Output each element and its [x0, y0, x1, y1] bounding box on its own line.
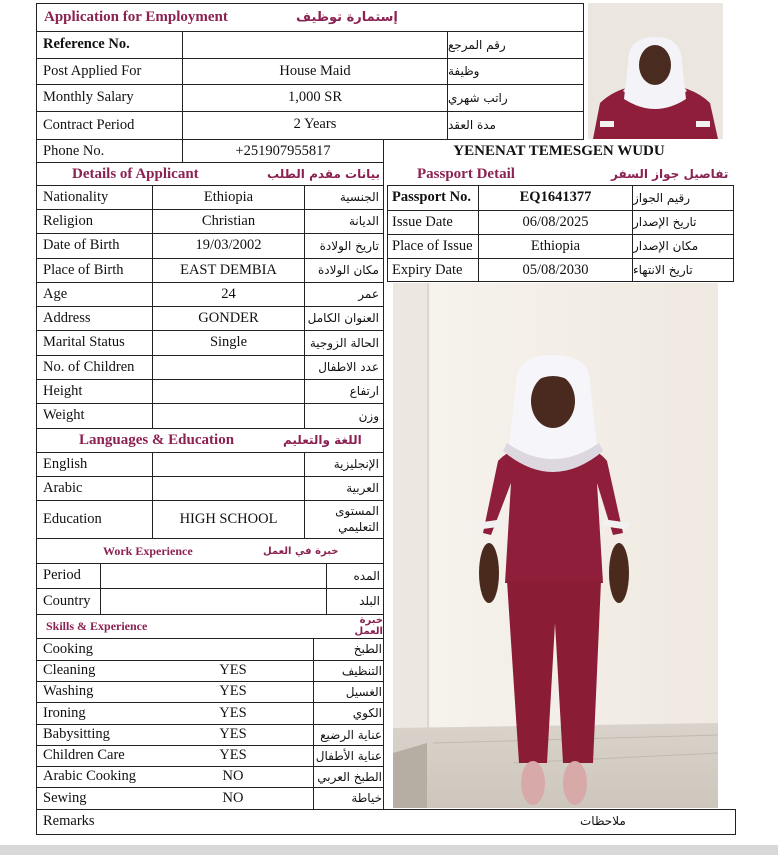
col-divider — [152, 379, 153, 403]
bottom-scroll-bar — [0, 845, 778, 855]
col-divider — [152, 452, 153, 476]
passport-value: 06/08/2025 — [522, 213, 589, 230]
work-value — [101, 563, 326, 588]
applicant-value: Christian — [201, 212, 256, 229]
col-divider — [304, 476, 305, 500]
skill-value: YES — [219, 747, 247, 763]
applicant-heading — [37, 163, 383, 185]
applicant-value: EAST DEMBIA — [180, 261, 277, 278]
applicant-label: Age — [43, 285, 68, 302]
work-heading-en: Work Experience — [103, 543, 193, 558]
col-divider — [100, 563, 101, 588]
skill-label-ar: الغسيل — [345, 684, 382, 699]
col-divider — [304, 452, 305, 476]
skill-label-ar: خياطة — [351, 791, 382, 805]
work-heading — [37, 539, 383, 563]
col-divider — [313, 681, 314, 702]
contract-value: 2 Years — [293, 116, 337, 132]
candidate-name: YENENAT TEMESGEN WUDU — [453, 142, 665, 159]
skills-heading — [37, 614, 383, 638]
applicant-label-ar: الجنسية — [339, 190, 379, 204]
skills-heading-en: Skills & Experience — [46, 618, 148, 633]
passport-label: Passport No. — [392, 189, 471, 205]
remarks-label: Remarks — [43, 812, 95, 829]
skill-label-ar: عناية الرضيع — [320, 727, 382, 742]
applicant-label-ar: عمر — [358, 287, 379, 301]
work-label: Country — [43, 592, 91, 609]
passport-value: 05/08/2030 — [522, 261, 589, 278]
contract-label-ar: مدة العقد — [448, 117, 496, 132]
applicant-label: Date of Birth — [43, 237, 120, 253]
applicant-label: Height — [43, 382, 83, 399]
applicant-value — [153, 379, 304, 403]
form-title-ar: إستمارة توظيف — [296, 10, 398, 25]
applicant-label: No. of Children — [43, 358, 135, 375]
skill-label: Arabic Cooking — [43, 768, 137, 784]
passport-heading-ar: تفاصيل جواز السفر — [611, 167, 729, 181]
passport-label-ar: رقيم الجواز — [633, 190, 691, 205]
skill-label: Washing — [43, 683, 94, 699]
salary-label-ar: راتب شهري — [448, 90, 508, 105]
reference-label: Reference No. — [43, 36, 130, 52]
work-value — [101, 588, 326, 614]
passport-label-ar: تاريخ الانتهاء — [633, 263, 693, 277]
col-divider — [304, 282, 305, 306]
skill-value: NO — [222, 768, 244, 784]
applicant-value — [153, 403, 304, 428]
skill-label: Cleaning — [43, 662, 96, 678]
applicant-label-ar: تاريخ الولادة — [319, 238, 379, 253]
applicant-label: Place of Birth — [43, 261, 124, 278]
applicant-label-ar: ارتفاع — [349, 384, 379, 398]
col-divider — [152, 209, 153, 233]
skill-label-ar: التنظيف — [341, 663, 382, 678]
col-divider — [152, 233, 153, 258]
skill-label: Ironing — [43, 704, 86, 721]
col-divider — [313, 638, 314, 660]
skill-value: YES — [219, 662, 247, 678]
col-divider — [326, 563, 327, 588]
applicant-label: Weight — [43, 407, 85, 423]
col-divider — [304, 355, 305, 379]
col-divider — [326, 588, 327, 614]
skill-value: YES — [219, 726, 247, 742]
skills-heading-ar: خبرة العمل — [354, 615, 383, 637]
post-label-ar: وظيفة — [448, 64, 480, 78]
col-divider — [313, 745, 314, 766]
applicant-label: Address — [43, 309, 91, 326]
passport-value: Ethiopia — [530, 237, 581, 254]
language-value — [153, 476, 304, 500]
salary-label: Monthly Salary — [43, 89, 134, 105]
skill-value — [153, 638, 313, 660]
passport-label-ar: مكان الإصدار — [633, 239, 699, 253]
reference-label-ar: رقم المرجع — [448, 37, 506, 52]
language-label-ar: الإنجليزية — [333, 457, 379, 471]
col-divider — [152, 355, 153, 379]
col-divider — [304, 258, 305, 282]
col-divider — [304, 233, 305, 258]
applicant-label-ar: مكان الولادة — [317, 263, 379, 277]
applicant-value: GONDER — [198, 309, 259, 326]
col-divider — [304, 306, 305, 330]
language-label: Arabic — [43, 479, 83, 496]
passport-value: EQ1641377 — [519, 189, 592, 205]
col-divider — [152, 306, 153, 330]
languages-heading-en: Languages & Education — [79, 431, 235, 448]
post-label: Post Applied For — [43, 62, 142, 79]
education-value: HIGH SCHOOL — [179, 510, 278, 527]
applicant-heading-en: Details of Applicant — [72, 165, 199, 182]
work-label: Period — [43, 567, 81, 583]
applicant-value: Single — [209, 334, 248, 350]
post-value: House Maid — [279, 62, 351, 79]
applicant-label: Religion — [43, 212, 93, 229]
applicant-value: 24 — [221, 285, 236, 302]
work-label-ar: البلد — [359, 594, 380, 608]
applicant-label-ar: الحالة الزوجية — [309, 335, 379, 350]
work-label-ar: المده — [353, 568, 380, 583]
skill-label: Babysitting — [43, 726, 110, 742]
education-label: Education — [43, 510, 102, 527]
passport-label: Place of Issue — [392, 237, 473, 254]
language-value — [153, 452, 304, 476]
col-divider — [313, 660, 314, 681]
col-divider — [152, 330, 153, 355]
col-divider — [152, 476, 153, 500]
col-divider — [313, 766, 314, 787]
phone-value: +251907955817 — [235, 142, 331, 159]
passport-heading-en: Passport Detail — [417, 165, 515, 182]
skill-label-ar: الكوي — [352, 706, 382, 720]
passport-heading — [387, 163, 733, 185]
education-label-ar: المستوى التعليمي — [335, 504, 379, 534]
applicant-label: Marital Status — [43, 334, 125, 350]
headshot-photo — [588, 3, 723, 139]
skill-label: Children Care — [43, 747, 125, 763]
applicant-label-ar: الديانة — [348, 214, 379, 228]
languages-heading — [37, 428, 383, 452]
skill-label: Sewing — [43, 789, 87, 806]
col-divider — [152, 185, 153, 209]
col-divider — [313, 787, 314, 809]
applicant-label: Nationality — [43, 188, 109, 205]
full-body-photo — [393, 283, 718, 808]
applicant-heading-ar: بيانات مقدم الطلب — [267, 167, 381, 181]
form-title-en: Application for Employment — [44, 9, 228, 25]
col-divider — [152, 282, 153, 306]
col-divider — [313, 724, 314, 745]
skill-value: NO — [222, 789, 244, 806]
applicant-value: Ethiopia — [203, 188, 254, 205]
skill-label-ar: الطبخ — [353, 642, 382, 656]
col-divider — [152, 403, 153, 428]
passport-label: Issue Date — [392, 213, 453, 230]
skill-label: Cooking — [43, 640, 93, 657]
salary-value: 1,000 SR — [288, 89, 342, 105]
applicant-value — [153, 355, 304, 379]
reference-value — [183, 31, 447, 58]
applicant-label-ar: وزن — [358, 408, 379, 423]
passport-label: Expiry Date — [392, 261, 463, 278]
contract-label: Contract Period — [43, 117, 135, 133]
col-divider — [313, 702, 314, 724]
languages-heading-ar: اللغة والتعليم — [283, 433, 362, 447]
col-divider — [304, 330, 305, 355]
work-heading-ar: خبرة في العمل — [263, 545, 339, 557]
skill-label-ar: الطبخ العربي — [317, 769, 382, 784]
applicant-value: 19/03/2002 — [195, 237, 262, 253]
col-divider — [304, 185, 305, 209]
col-divider — [304, 379, 305, 403]
applicant-label-ar: عدد الاطفال — [318, 360, 379, 374]
phone-label: Phone No. — [43, 142, 105, 159]
skill-value: YES — [219, 704, 247, 721]
passport-label-ar: تاريخ الإصدار — [633, 215, 697, 229]
language-label-ar: العربية — [346, 481, 379, 495]
col-divider — [304, 403, 305, 428]
col-divider — [100, 588, 101, 614]
skill-value: YES — [219, 683, 247, 699]
col-divider — [304, 209, 305, 233]
skill-label-ar: عناية الأطفال — [315, 748, 382, 763]
col-divider — [152, 258, 153, 282]
remarks-label-ar: ملاحظات — [580, 814, 626, 828]
applicant-label-ar: العنوان الكامل — [307, 311, 379, 325]
language-label: English — [43, 455, 88, 472]
